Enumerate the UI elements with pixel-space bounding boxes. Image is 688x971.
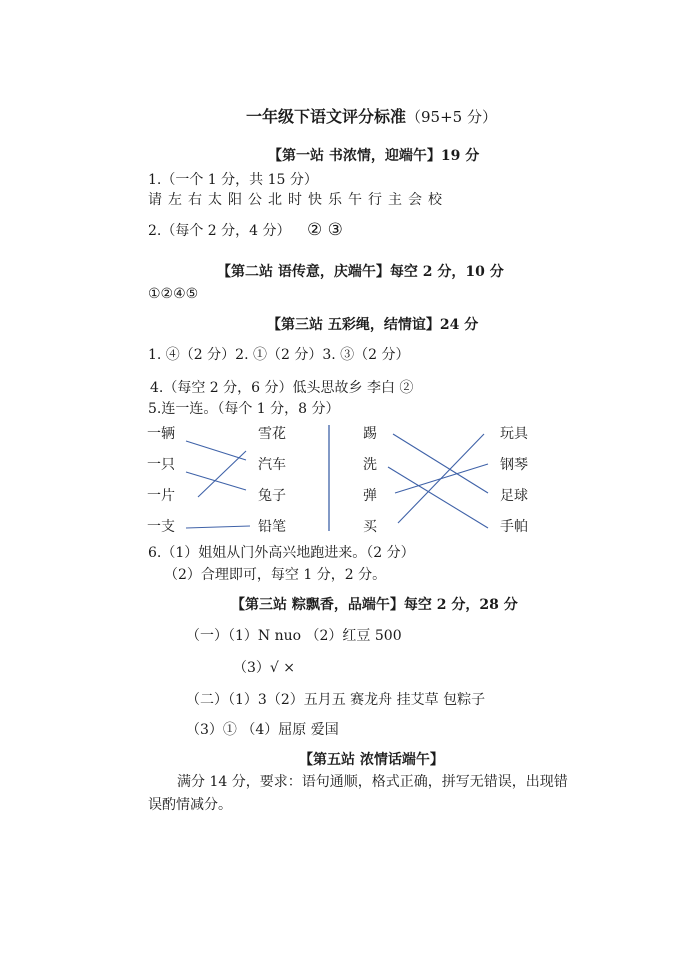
match-left-a-item: 一辆	[147, 426, 175, 442]
s4-line-1: （一）（1）N nuo （2）红豆 500	[186, 628, 402, 644]
match-right-a-item: 弹	[363, 488, 377, 504]
section-5-heading: 【第五站 浓情话端午】	[299, 752, 444, 768]
match-left-b-item: 汽车	[258, 457, 286, 473]
s4-line-3: （二）（1）3（2）五月五 赛龙舟 挂艾草 包粽子	[186, 692, 486, 708]
s3-q1-3: 1. ④（2 分）2. ①（2 分）3. ③（2 分）	[148, 347, 410, 363]
s3-q6-1: 6.（1）姐姐从门外高兴地跑进来。（2 分）	[148, 545, 415, 561]
s1-q2-label: 2.（每个 2 分，4 分）	[148, 223, 291, 239]
section-4-heading: 【第三站 粽飘香，品端午】每空 2 分，28 分	[231, 597, 518, 613]
match-line	[186, 472, 246, 490]
s2-answer: ①②④⑤	[148, 286, 199, 302]
match-line	[393, 434, 488, 493]
s5-paragraph-line-1: 满分 14 分，要求：语句通顺，格式正确，拼写无错误，出现错	[177, 774, 568, 790]
match-left-a-item: 一支	[147, 519, 175, 535]
match-right-b-item: 玩具	[500, 426, 528, 442]
match-left-a-item: 一只	[147, 457, 175, 473]
match-right-a-item: 买	[363, 519, 377, 535]
s3-q4: 4.（每空 2 分，6 分）低头思故乡 李白 ②	[150, 380, 414, 396]
match-left-b-item: 雪花	[258, 426, 286, 442]
section-3-heading: 【第三站 五彩绳，结情谊】24 分	[267, 317, 479, 333]
s4-line-4: （3）① （4）屈原 爱国	[186, 722, 339, 738]
s4-line-2: （3）√ ×	[233, 660, 296, 676]
match-right-a-item: 踢	[363, 426, 377, 442]
section-1-heading: 【第一站 书浓情，迎端午】19 分	[268, 148, 480, 164]
s1-q1-label: 1.（一个 1 分，共 15 分）	[148, 172, 318, 188]
match-right-b-item: 手帕	[500, 519, 528, 535]
match-left-b-item: 铅笔	[258, 519, 286, 535]
match-right-b-item: 足球	[500, 488, 528, 504]
match-left-a-item: 一片	[147, 488, 175, 504]
match-left-b-item: 兔子	[258, 488, 286, 504]
s3-q5-label: 5.连一连。（每个 1 分，8 分）	[148, 401, 340, 417]
s3-q6-2: （2）合理即可，每空 1 分，2 分。	[164, 567, 387, 583]
s1-q1-answer: 请左右太阳公北时快乐午行主会校	[148, 192, 448, 208]
match-line	[398, 434, 484, 523]
match-line	[388, 467, 488, 528]
page-title: 一年级下语文评分标准（95+5 分）	[246, 107, 497, 126]
match-right-a-item: 洗	[363, 457, 377, 473]
match-right-b-item: 钢琴	[500, 457, 528, 473]
match-line	[186, 526, 250, 528]
s1-q2-answer: ② ③	[307, 220, 343, 240]
s5-paragraph-line-2: 误酌情减分。	[148, 797, 232, 813]
match-line	[198, 451, 246, 497]
section-2-heading: 【第二站 语传意，庆端午】每空 2 分，10 分	[217, 264, 504, 280]
match-line	[186, 441, 246, 460]
